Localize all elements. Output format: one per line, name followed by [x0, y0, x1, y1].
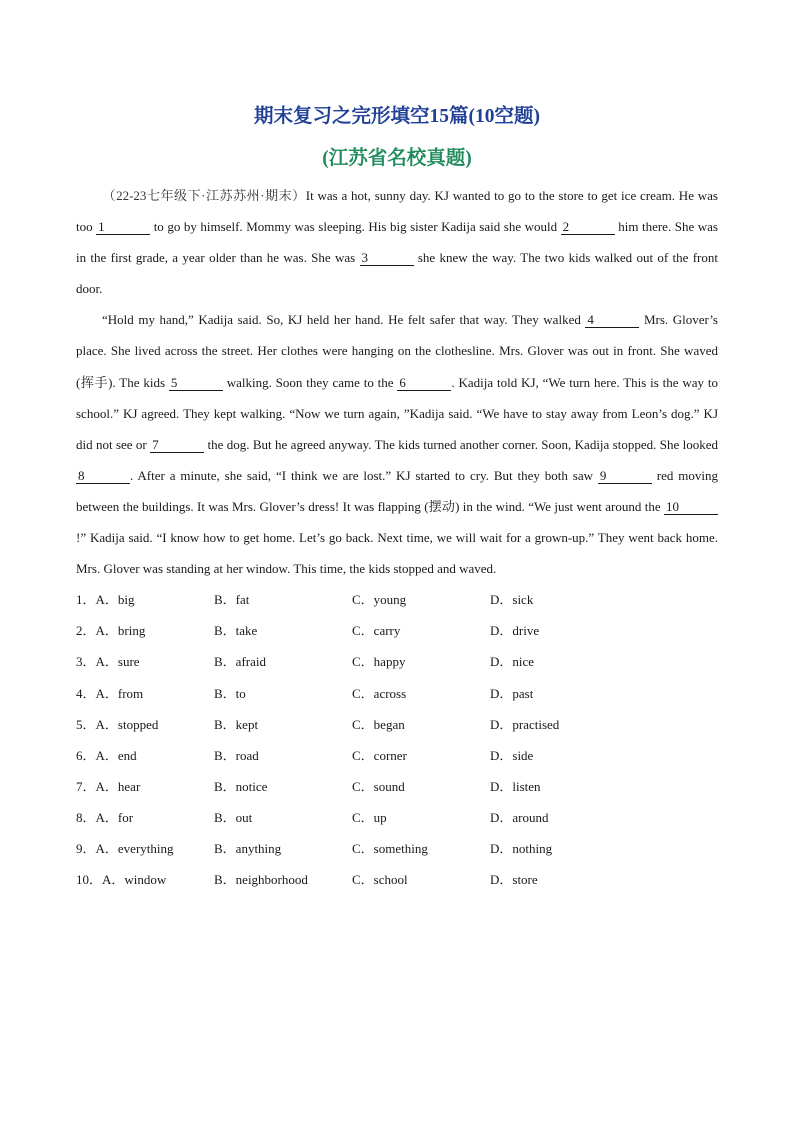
- passage-paragraph-2: “Hold my hand,” Kadija said. So, KJ held her hand. He felt safer that way. They walked 4 Mrs. Glover’s place. She lived across the street. Her clothes were hanging on the clothesline. Mrs. Glover was out in front. She waved (挥手). The kids 5 walking. Soon they came to the 6 . Kadija told KJ, “We turn here. This is the way to school.” KJ agreed. They kept walking. “Now we turn again, ”Kadija said. “We have to stay away from Leon’s dog.” KJ did not see or 7 the dog. But he agreed anyway. The kids turned another corner. Soon, Kadija stopped. She looked 8 . After a minute, she said, “I think we are lost.” KJ started to cry. But they both saw 9 red moving between the buildings. It was Mrs. Glover’s dress! It was flapping (摆动) in the wind. “We just went around the 10!” Kadija said. “I know how to get home. Let’s go back. Next time, we will wait for a grown-up.” They went back home. Mrs. Glover was standing at her window. This time, the kids stopped and waved.: [76, 312, 718, 577]
- blank-3: 3: [360, 251, 414, 266]
- option-a: 9．A．everything: [76, 840, 174, 856]
- option-c: C．carry: [352, 623, 401, 639]
- option-a: 4．A．from: [76, 685, 144, 701]
- page-subtitle: (江苏省名校真题): [322, 148, 472, 169]
- question-row: [76, 740, 718, 771]
- question-row: [76, 864, 718, 895]
- blank-5: 5: [169, 376, 223, 391]
- option-d: D．nice: [490, 654, 535, 670]
- question-row: [76, 802, 718, 833]
- option-d: D．drive: [490, 623, 540, 639]
- option-a: 6．A．end: [76, 747, 137, 763]
- option-a: 5．A．stopped: [76, 716, 159, 732]
- option-b: B．neighborhood: [214, 872, 308, 888]
- option-a: 1．A．big: [76, 592, 135, 608]
- question-row: [76, 709, 718, 740]
- question-row: [76, 584, 718, 615]
- blank-8: 8: [76, 469, 130, 484]
- option-c: C．happy: [352, 654, 406, 670]
- option-b: B．notice: [214, 778, 268, 794]
- option-a: 3．A．sure: [76, 654, 140, 670]
- option-b: B．afraid: [214, 654, 266, 670]
- options-list: [76, 584, 718, 895]
- option-b: B．road: [214, 747, 259, 763]
- blank-6: 6: [397, 376, 451, 391]
- question-row: [76, 833, 718, 864]
- option-c: C．up: [352, 809, 387, 825]
- option-d: D．sick: [490, 592, 534, 608]
- option-c: C．sound: [352, 778, 405, 794]
- option-d: D．nothing: [490, 840, 553, 856]
- question-row: [76, 615, 718, 646]
- page-title: 期末复习之完形填空15篇(10空题): [254, 106, 540, 127]
- blank-4: 4: [585, 313, 639, 328]
- source-label: （22-23七年级下·江苏苏州·期末）: [102, 188, 306, 203]
- option-d: D．store: [490, 872, 538, 888]
- option-c: C．school: [352, 872, 408, 888]
- option-a: 10．A．window: [76, 872, 167, 888]
- option-a: 2．A．bring: [76, 623, 146, 639]
- option-b: B．fat: [214, 592, 250, 608]
- blank-10: 10: [664, 500, 718, 515]
- option-d: D．past: [490, 685, 534, 701]
- option-c: C．young: [352, 592, 407, 608]
- option-c: C．corner: [352, 747, 407, 763]
- option-c: C．began: [352, 716, 405, 732]
- question-row: [76, 771, 718, 802]
- option-d: D．listen: [490, 778, 541, 794]
- blank-7: 7: [150, 438, 204, 453]
- blank-1: 1: [96, 220, 150, 235]
- option-d: D．side: [490, 747, 534, 763]
- option-c: C．across: [352, 685, 407, 701]
- option-b: B．anything: [214, 840, 282, 856]
- option-b: B．kept: [214, 716, 259, 732]
- option-a: 7．A．hear: [76, 778, 141, 794]
- option-b: B．take: [214, 623, 258, 639]
- question-row: [76, 646, 718, 677]
- option-a: 8．A．for: [76, 809, 134, 825]
- blank-9: 9: [598, 469, 652, 484]
- passage-paragraph-1: （22-23七年级下·江苏苏州·期末）It was a hot, sunny day. KJ wanted to go to the store to get ice cream. He was too 1 to go by himself. Mommy was sleeping. His big sister Kadija said she would 2 him there. She was in the first grade, a year older than he was. She was 3 she knew the way. The two kids walked out of the front door.: [76, 188, 718, 297]
- option-b: B．to: [214, 685, 246, 701]
- option-d: D．around: [490, 809, 549, 825]
- question-row: [76, 678, 718, 709]
- blank-2: 2: [561, 220, 615, 235]
- option-d: D．practised: [490, 716, 560, 732]
- option-b: B．out: [214, 809, 253, 825]
- document-page: [76, 100, 718, 895]
- option-c: C．something: [352, 840, 428, 856]
